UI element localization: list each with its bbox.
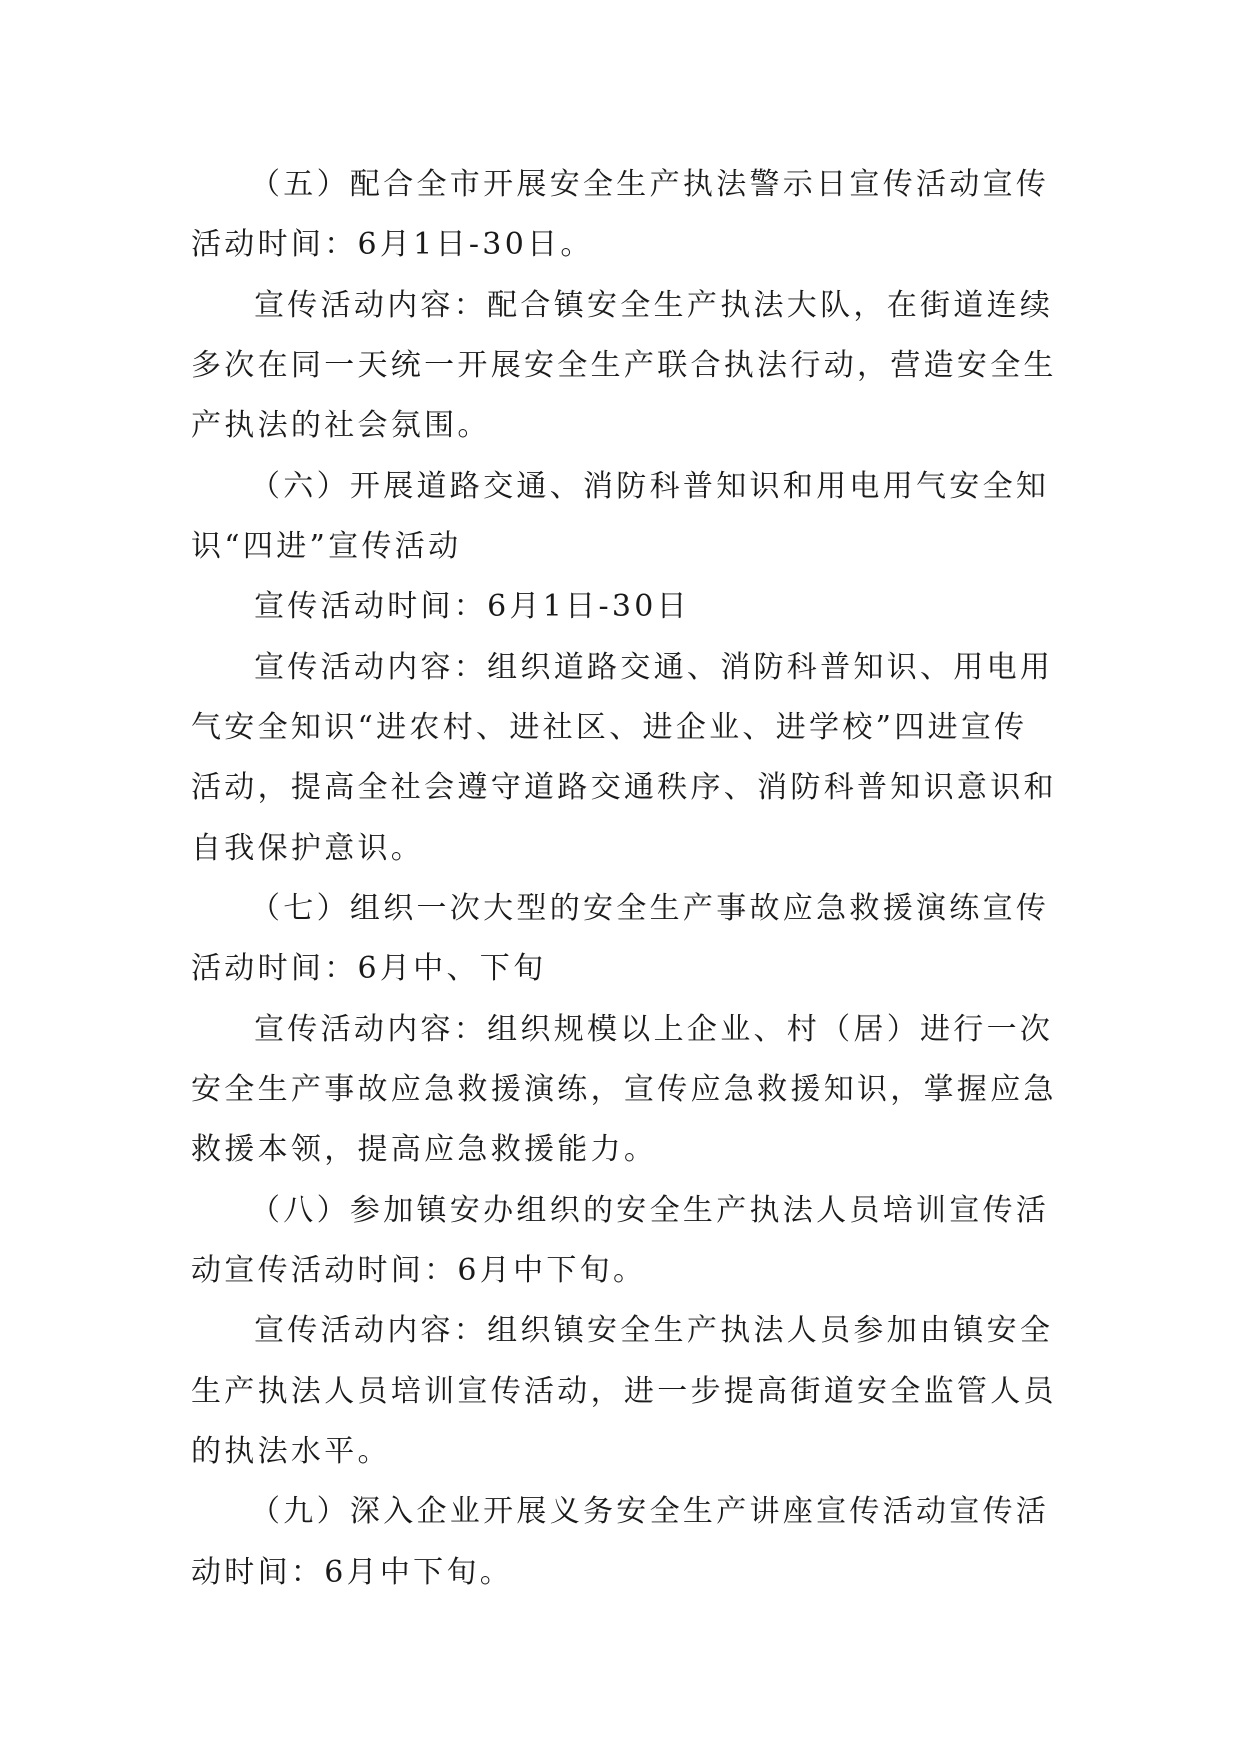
section-6-heading-line-1: （六）开展道路交通、消防科普知识和用电用气安全知 xyxy=(250,469,1050,504)
section-6-content-line-3: 活动，提高全社会遵守道路交通秩序、消防科普知识意识和 xyxy=(191,770,1057,805)
section-6-content-line-1: 宣传活动内容：组织道路交通、消防科普知识、用电用 xyxy=(254,650,1054,685)
section-9-heading-line-1: （九）深入企业开展义务安全生产讲座宣传活动宣传活 xyxy=(250,1494,1050,1529)
section-8-heading-line-1: （八）参加镇安办组织的安全生产执法人员培训宣传活 xyxy=(250,1193,1050,1228)
section-6-content-line-4: 自我保护意识。 xyxy=(191,831,425,866)
section-6-heading-line-2: 识“四进”宣传活动 xyxy=(191,529,462,564)
section-8-content-line-1: 宣传活动内容：组织镇安全生产执法人员参加由镇安全 xyxy=(254,1313,1054,1348)
section-8-heading-line-2: 动宣传活动时间：6月中下旬。 xyxy=(191,1253,647,1288)
section-5-time: 活动时间：6月1日-30日。 xyxy=(191,227,594,262)
section-6-content-line-2: 气安全知识“进农村、进社区、进企业、进学校”四进宣传 xyxy=(191,710,1028,745)
section-8-content-line-3: 的执法水平。 xyxy=(191,1434,391,1469)
section-5-content-line-3: 产执法的社会氛围。 xyxy=(191,408,491,443)
section-5-content-line-2: 多次在同一天统一开展安全生产联合执法行动，营造安全生 xyxy=(191,348,1057,383)
section-6-time: 宣传活动时间：6月1日-30日 xyxy=(254,589,690,624)
section-5-content-line-1: 宣传活动内容：配合镇安全生产执法大队，在街道连续 xyxy=(254,288,1054,323)
section-7-time: 活动时间：6月中、下旬 xyxy=(191,951,547,986)
section-9-heading-line-2: 动时间：6月中下旬。 xyxy=(191,1555,514,1590)
section-8-content-line-2: 生产执法人员培训宣传活动，进一步提高街道安全监管人员 xyxy=(191,1374,1057,1409)
section-7-heading: （七）组织一次大型的安全生产事故应急救援演练宣传 xyxy=(250,891,1050,926)
section-7-content-line-3: 救援本领，提高应急救援能力。 xyxy=(191,1132,658,1167)
section-5-heading: （五）配合全市开展安全生产执法警示日宣传活动宣传 xyxy=(250,167,1050,202)
section-7-content-line-1: 宣传活动内容：组织规模以上企业、村（居）进行一次 xyxy=(254,1012,1054,1047)
section-7-content-line-2: 安全生产事故应急救援演练，宣传应急救援知识，掌握应急 xyxy=(191,1072,1057,1107)
